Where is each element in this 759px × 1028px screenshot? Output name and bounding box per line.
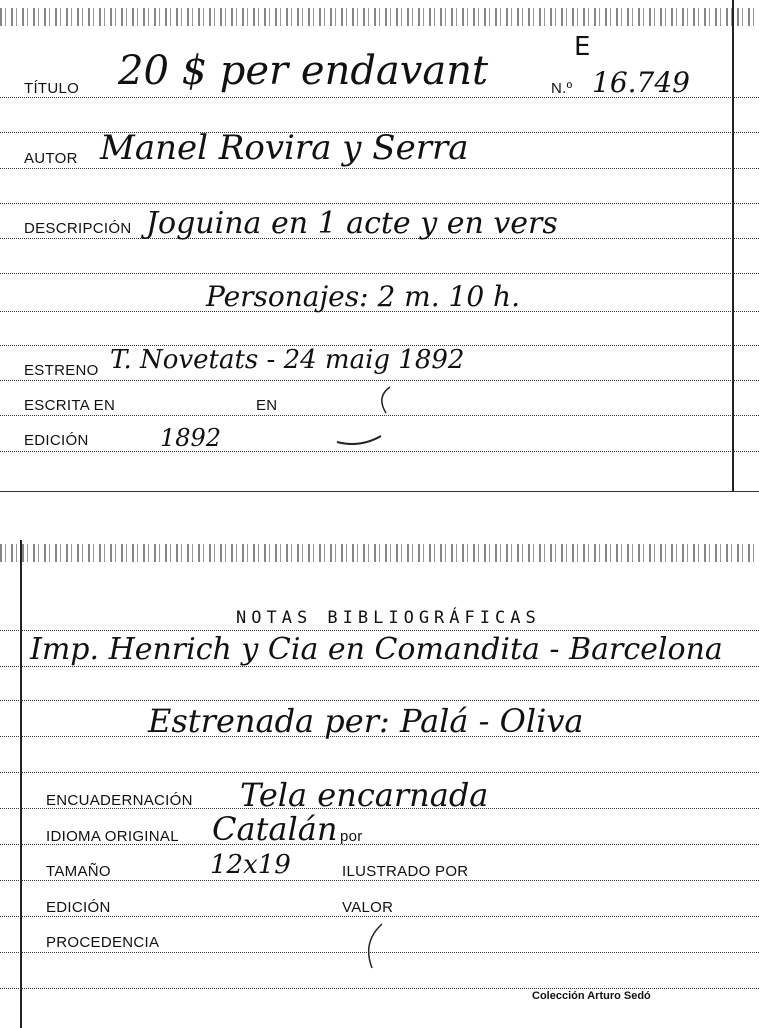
rule	[0, 630, 759, 631]
idioma-value: Catalán	[212, 810, 338, 848]
pencil-curve-mark	[360, 922, 390, 972]
edicion-label: EDICIÓN	[46, 899, 111, 916]
notes-line-1: Imp. Henrich y Cia en Comandita - Barcelona	[30, 632, 723, 667]
numero-value: 16.749	[592, 66, 690, 99]
card-right-border	[732, 0, 734, 492]
por-label: por	[340, 828, 363, 845]
pencil-dash-mark	[335, 428, 385, 448]
torn-edge-top	[0, 8, 759, 26]
edicion-value: 1892	[160, 424, 222, 452]
pencil-tick-mark	[370, 385, 400, 415]
valor-label: VALOR	[342, 899, 394, 916]
ilustrado-label: ILUSTRADO POR	[342, 863, 469, 880]
estreno-label: ESTRENO	[24, 362, 99, 379]
rule	[0, 988, 759, 989]
descripcion-value: Joguina en 1 acte y en vers	[146, 206, 558, 241]
rule	[0, 415, 759, 416]
rule	[0, 203, 759, 204]
descripcion-label: DESCRIPCIÓN	[24, 220, 132, 237]
autor-value: Manel Rovira y Serra	[100, 128, 469, 168]
personajes-value: Personajes: 2 m. 10 h.	[206, 280, 520, 313]
card-bottom-edge	[0, 491, 759, 492]
rule	[0, 916, 759, 917]
procedencia-label: PROCEDENCIA	[46, 934, 160, 951]
numero-label: N.º	[551, 80, 573, 97]
estreno-value: T. Novetats - 24 maig 1892	[110, 345, 465, 375]
encuadernacion-value: Tela encarnada	[240, 776, 489, 814]
tamano-value: 12x19	[210, 850, 291, 880]
rule	[0, 700, 759, 701]
notas-header: NOTAS BIBLIOGRÁFICAS	[236, 608, 541, 628]
escrita-en-label: ESCRITA EN	[24, 397, 116, 414]
encuadernacion-label: ENCUADERNACIÓN	[46, 792, 193, 809]
titulo-label: TÍTULO	[24, 80, 80, 97]
torn-edge-top	[0, 544, 759, 562]
rule	[0, 168, 759, 169]
rule	[0, 772, 759, 773]
rule	[0, 880, 759, 881]
rule	[0, 451, 759, 452]
edicion-label: EDICIÓN	[24, 432, 89, 449]
rule	[0, 380, 759, 381]
catalog-card-bottom	[0, 540, 759, 1028]
numero-prefix: E	[574, 32, 591, 62]
autor-label: AUTOR	[24, 150, 78, 167]
collection-credit: Colección Arturo Sedó	[532, 990, 651, 1002]
tamano-label: TAMAÑO	[46, 863, 111, 880]
titulo-value: 20 $ per endavant	[118, 48, 489, 94]
card-left-border	[20, 540, 22, 1028]
catalog-card-top	[0, 0, 759, 492]
en-label: EN	[256, 397, 278, 414]
rule	[0, 273, 759, 274]
idioma-label: IDIOMA ORIGINAL	[46, 828, 179, 845]
notes-line-2: Estrenada per: Palá - Oliva	[148, 702, 584, 740]
